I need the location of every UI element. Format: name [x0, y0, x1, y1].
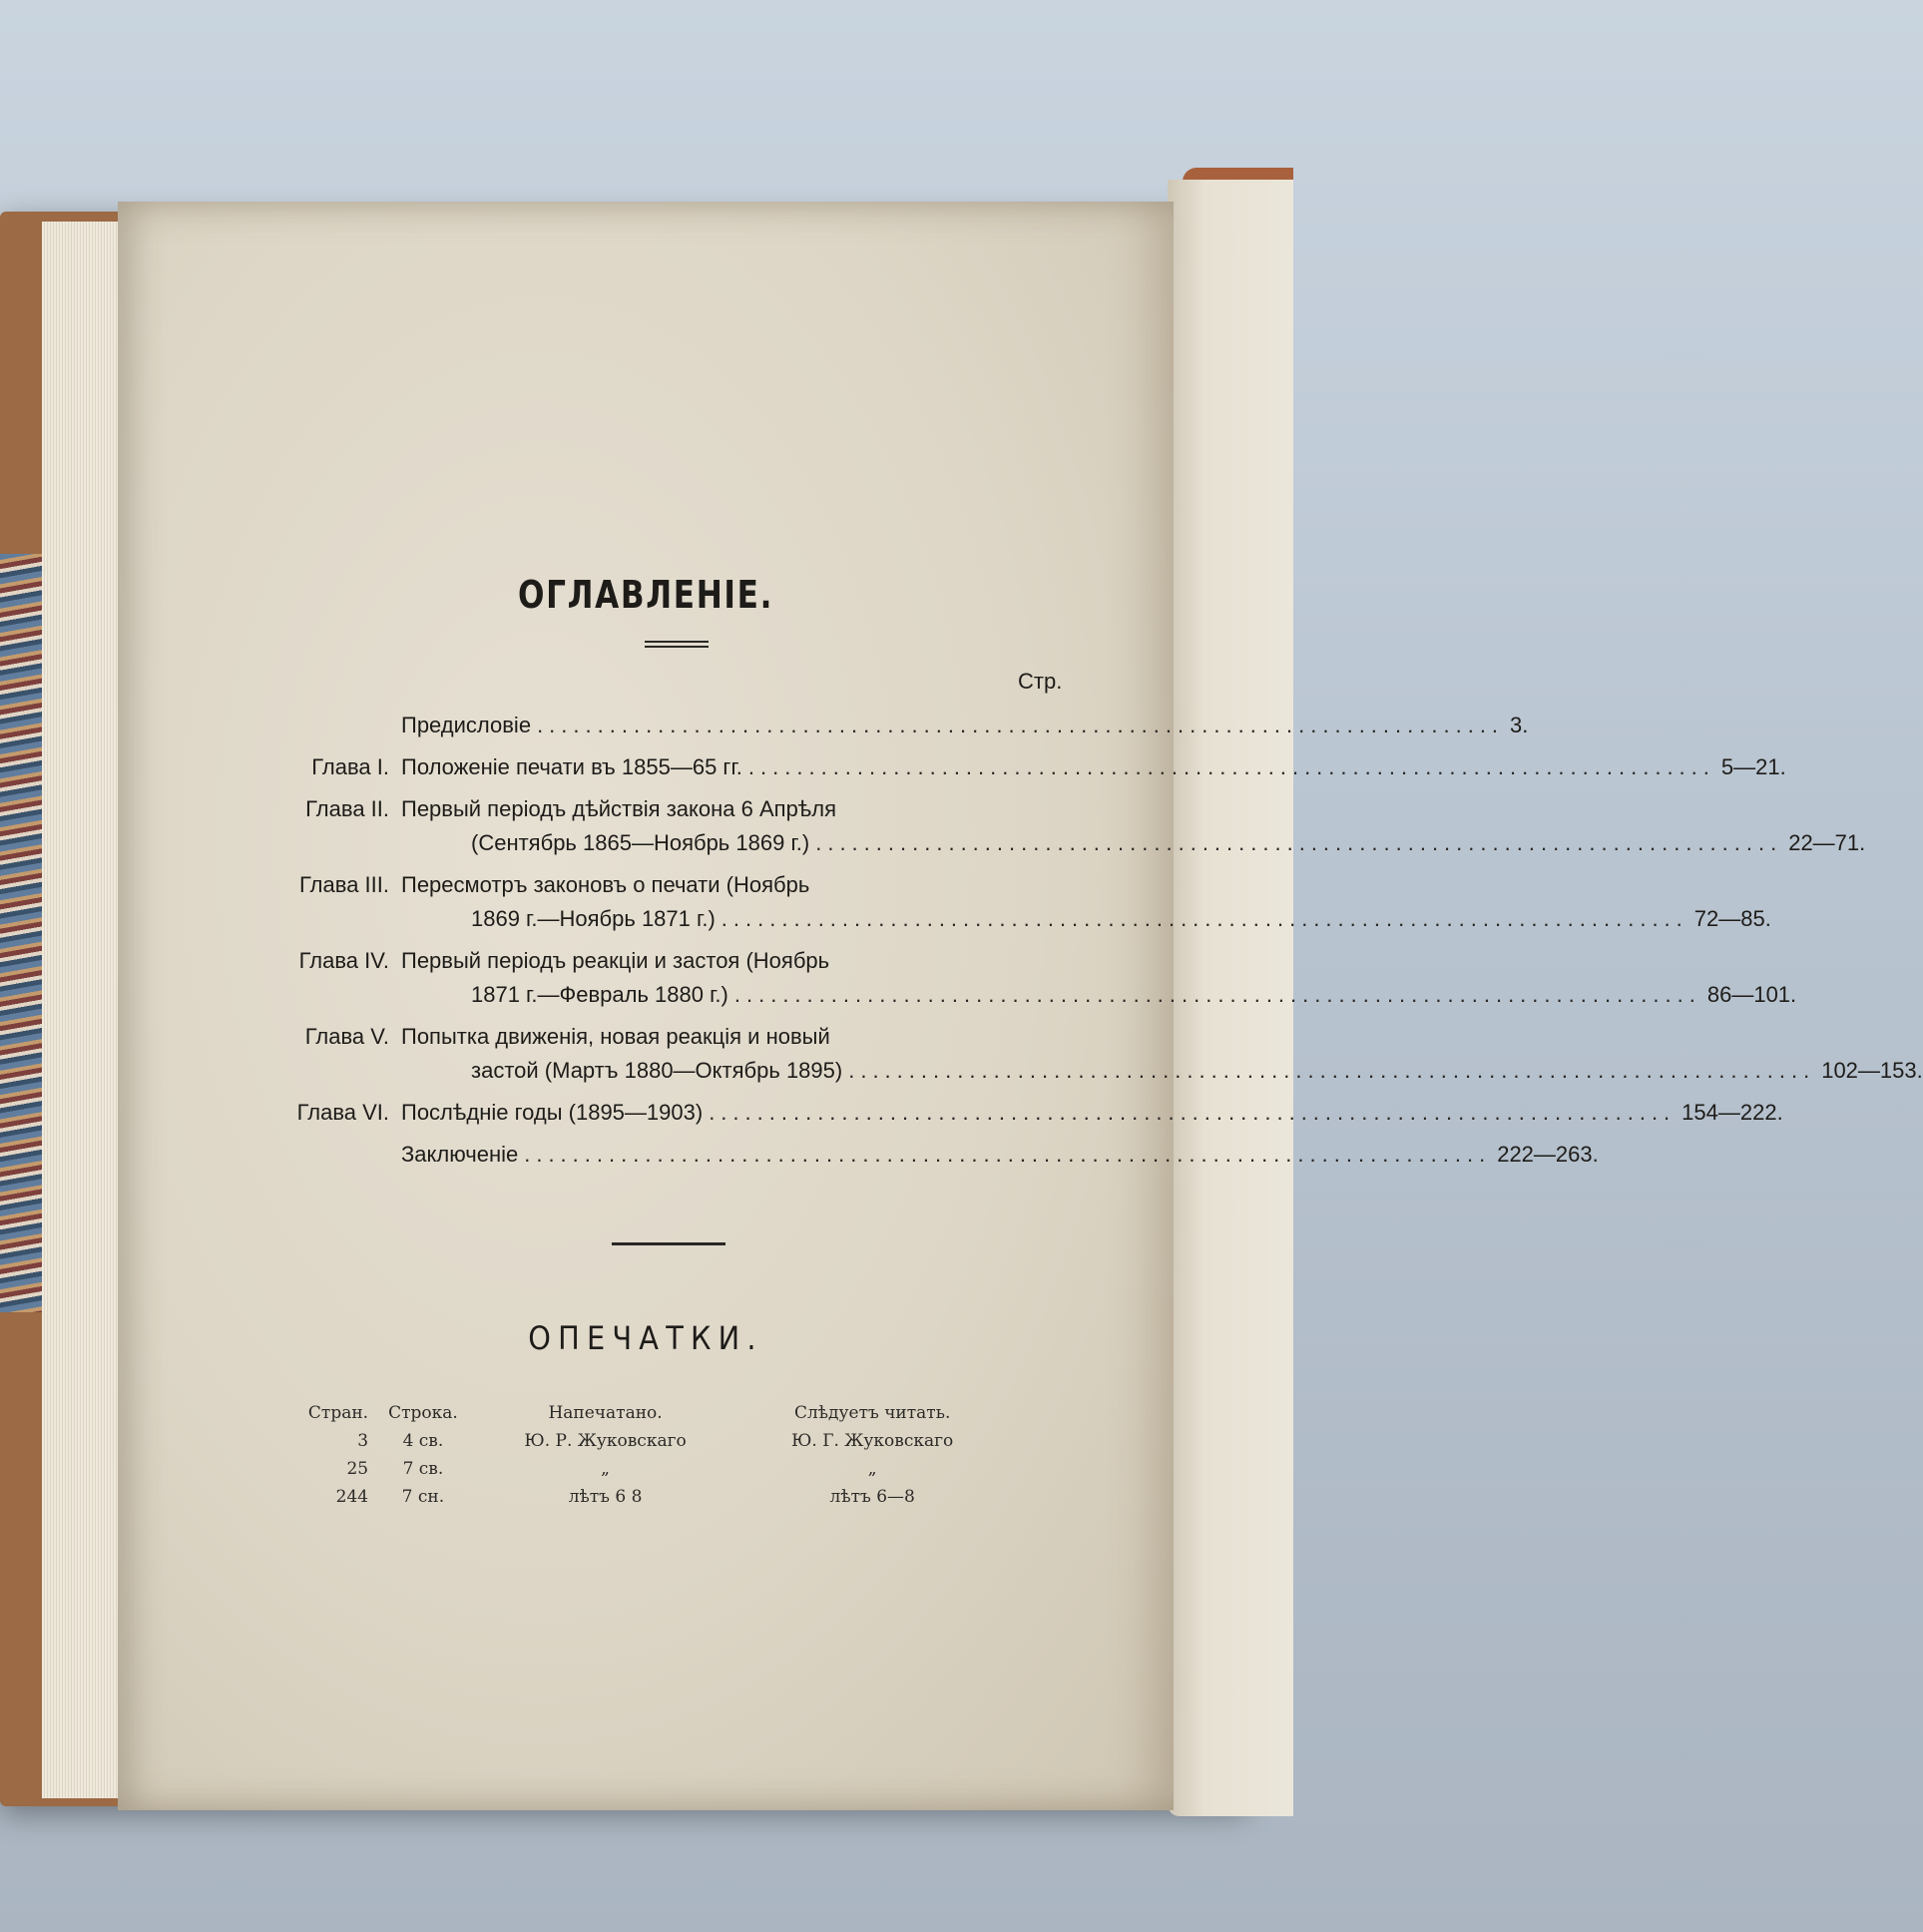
- toc-entry-title: Первый періодъ реакціи и застоя (Ноябрь: [401, 948, 830, 973]
- toc-entry-title: 1871 г.—Февраль 1880 г.): [471, 982, 728, 1007]
- toc-page-number: 5—21.: [1720, 754, 1786, 779]
- table-of-contents: [257, 709, 1923, 1180]
- errata-printed: „: [601, 1459, 610, 1479]
- toc-entry: [257, 709, 1529, 742]
- toc-chapter-label: Глава IV.: [298, 948, 389, 973]
- toc-page-number: 22—71.: [1788, 830, 1866, 855]
- toc-entry-title: Заключеніе: [401, 1142, 519, 1167]
- toc-line: [401, 902, 1771, 936]
- toc-line: [401, 709, 1528, 742]
- toc-page-number: 3.: [1510, 713, 1529, 737]
- book-page: [118, 202, 1923, 1810]
- errata-header-printed: Напечатано.: [548, 1403, 663, 1423]
- errata-header-line: Строка.: [388, 1403, 458, 1423]
- toc-page-number: 102—153.: [1821, 1058, 1923, 1083]
- errata-table: [287, 1399, 1006, 1511]
- dot-leader: ................................................................................: [721, 906, 1688, 931]
- toc-entry-body: [401, 750, 1786, 784]
- errata-line: 7 сн.: [401, 1487, 445, 1507]
- page-stack-edge: [42, 222, 122, 1798]
- toc-chapter-label: [257, 709, 401, 742]
- toc-chapter-label: Глава III.: [299, 872, 389, 897]
- title-rule-top: [645, 641, 709, 643]
- errata-page: 3: [357, 1431, 369, 1451]
- toc-entry-body: [401, 1096, 1783, 1130]
- errata-title: ОПЕЧАТКИ.: [528, 1319, 763, 1357]
- toc-page-number: 86—101.: [1706, 982, 1797, 1007]
- toc-entry-title: Первый періодъ дѣйствія закона 6 Апрѣля: [401, 796, 837, 821]
- toc-entry-title: Попытка движенія, новая реакція и новый: [401, 1024, 830, 1049]
- toc-line: [401, 750, 1786, 784]
- errata-printed: лѣтъ 6 8: [568, 1487, 643, 1507]
- errata-header-row: [287, 1399, 1006, 1427]
- errata-page: 25: [346, 1459, 369, 1479]
- toc-line: [401, 1096, 1783, 1130]
- toc-entry-title: Послѣдніе годы (1895—1903): [401, 1100, 704, 1125]
- errata-line: 4 св.: [402, 1431, 444, 1451]
- errata-printed: Ю. Р. Жуковскаго: [524, 1431, 687, 1451]
- toc-line: [401, 1138, 1599, 1172]
- toc-entry: [257, 792, 1866, 860]
- dot-leader: ................................................................................: [747, 754, 1715, 779]
- marbled-endpaper: [0, 554, 42, 1312]
- dot-leader: ................................................................................: [815, 830, 1783, 855]
- toc-entry: [257, 1138, 1599, 1172]
- errata-correct: „: [867, 1459, 877, 1479]
- toc-entry-body: [401, 1020, 1923, 1088]
- dot-leader: ................................................................................: [733, 982, 1701, 1007]
- toc-entry-title: Предисловіе: [401, 713, 532, 737]
- toc-entry-title: Пересмотръ законовъ о печати (Ноябрь: [401, 872, 810, 897]
- toc-page-number: 154—222.: [1682, 1100, 1783, 1125]
- toc-entry-body: [401, 944, 1796, 1012]
- errata-row: [287, 1483, 1006, 1511]
- toc-chapter-label: [257, 1138, 401, 1172]
- section-divider: [612, 1242, 725, 1245]
- errata-correct: Ю. Г. Жуковскаго: [791, 1431, 954, 1451]
- toc-line: [401, 826, 1865, 860]
- toc-entry-body: [401, 868, 1771, 936]
- toc-entry-body: [401, 792, 1865, 860]
- toc-chapter-label: Глава VI.: [296, 1100, 389, 1125]
- toc-line: [401, 944, 1796, 978]
- toc-entry: [257, 750, 1786, 784]
- toc-entry-title: Положеніе печати въ 1855—65 гг.: [401, 754, 742, 779]
- toc-entry: [257, 944, 1797, 1012]
- errata-line: 7 св.: [402, 1459, 444, 1479]
- errata-correct: лѣтъ 6—8: [829, 1487, 915, 1507]
- toc-title: ОГЛАВЛЕНІЕ.: [517, 573, 774, 617]
- toc-entry: [257, 1096, 1783, 1130]
- toc-entry-title: застой (Мартъ 1880—Октябрь 1895): [471, 1058, 843, 1083]
- toc-entry-title: 1869 г.—Ноябрь 1871 г.): [471, 906, 716, 931]
- toc-line: [401, 1020, 1923, 1054]
- toc-entry-body: [401, 1138, 1599, 1172]
- errata-row: [287, 1455, 1006, 1483]
- toc-entry-title: (Сентябрь 1865—Ноябрь 1869 г.): [471, 830, 810, 855]
- toc-entry: [257, 868, 1771, 936]
- toc-line: [401, 978, 1796, 1012]
- toc-page-number: 222—263.: [1497, 1142, 1599, 1167]
- page-column-header: Стр.: [1018, 669, 1063, 694]
- dot-leader: ................................................................................: [848, 1058, 1816, 1083]
- toc-line: [401, 792, 1865, 826]
- toc-line: [401, 1054, 1923, 1088]
- dot-leader: ................................................................................: [709, 1100, 1677, 1125]
- toc-chapter-label: Глава V.: [304, 1024, 389, 1049]
- toc-chapter-label: Глава II.: [305, 796, 389, 821]
- toc-entry: [257, 1020, 1923, 1088]
- errata-header-page: Стран.: [307, 1403, 369, 1423]
- toc-chapter-label: Глава I.: [311, 754, 389, 779]
- errata-row: [287, 1427, 1006, 1455]
- title-rule-bottom: [645, 646, 709, 648]
- errata-header-correct: Слѣдуетъ читать.: [793, 1403, 951, 1423]
- toc-page-number: 72—85.: [1693, 906, 1771, 931]
- dot-leader: ................................................................................: [537, 713, 1505, 737]
- errata-page: 244: [335, 1487, 369, 1507]
- toc-entry-body: [401, 709, 1528, 742]
- dot-leader: ................................................................................: [524, 1142, 1492, 1167]
- toc-line: [401, 868, 1771, 902]
